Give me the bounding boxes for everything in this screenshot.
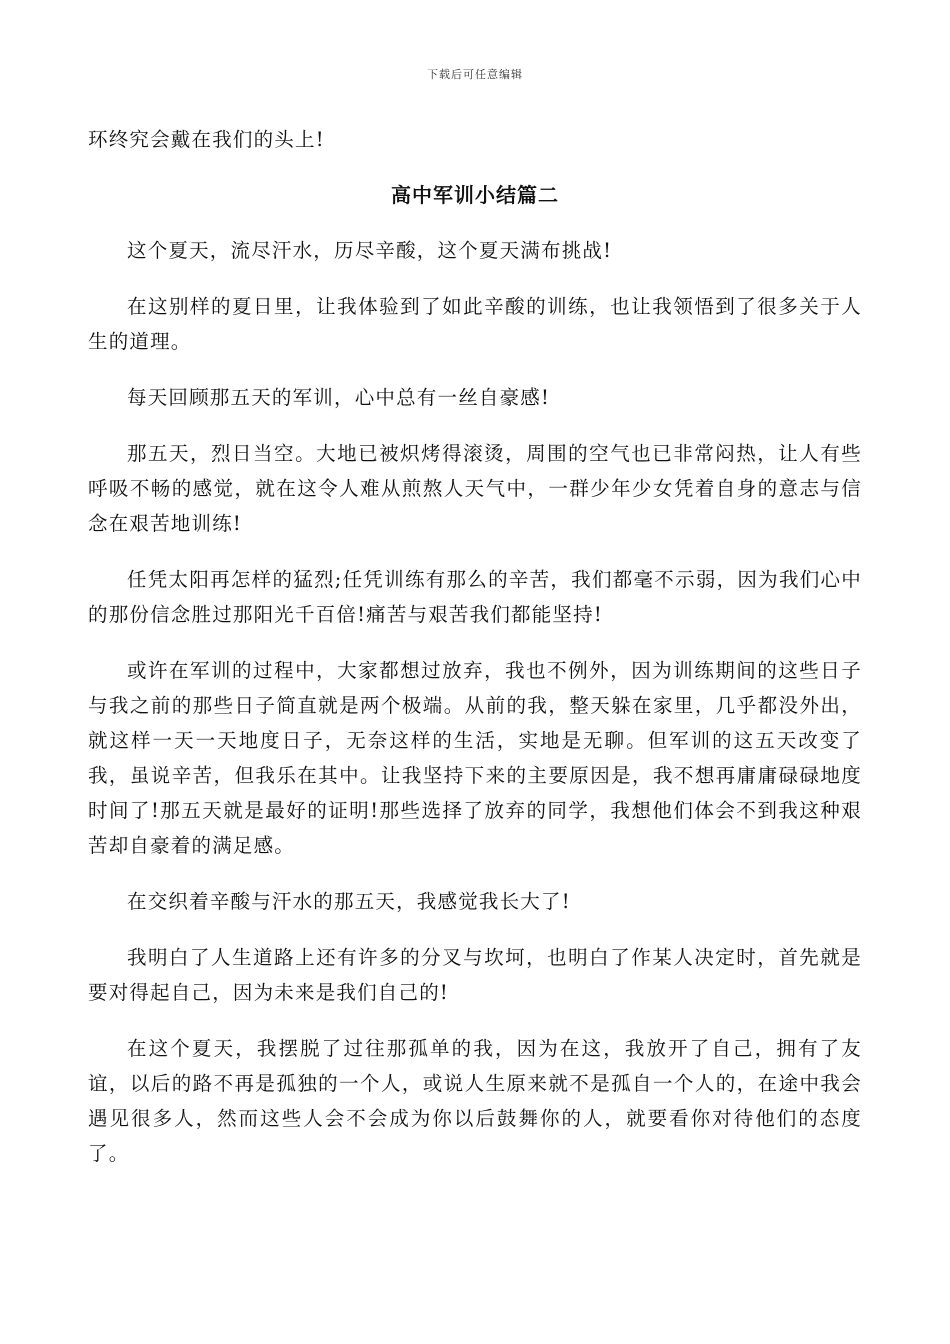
paragraph: 每天回顾那五天的军训，心中总有一丝自豪感! — [127, 386, 551, 409]
lead-line: 环终究会戴在我们的头上! — [88, 128, 325, 151]
paragraph: 在这个夏天，我摆脱了过往那孤单的我，因为在这，我放开了自己，拥有了友谊，以后的路不再是孤独的一个人，或说人生原来就不是孤自一个人的，在途中我会遇见很多人，然而这些人会不会成为你以后鼓舞你的人，就要看你对待他们的态度了。 — [88, 1037, 862, 1165]
paragraph: 或许在军训的过程中，大家都想过放弃，我也不例外，因为训练期间的这些日子与我之前的那些日子简直就是两个极端。从前的我，整天躲在家里，几乎都没外出，就这样一天一天地度日子，无奈这样的生活，实地是无聊。但军训的这五天改变了我，虽说辛苦，但我乐在其中。让我坚持下来的主要原因是，我不想再庸庸碌碌地度时间了!那五天就是最好的证明!那些选择了放弃的同学，我想他们体会不到我这种艰苦却自豪着的满足感。 — [88, 659, 862, 857]
paragraph: 我明白了人生道路上还有许多的分叉与坎坷，也明白了作某人决定时，首先就是要对得起自己，因为未来是我们自己的! — [88, 946, 862, 1004]
page-header: 下载后可任意编辑 — [427, 68, 523, 81]
paragraph: 这个夏天，流尽汗水，历尽辛酸，这个夏天满布挑战! — [127, 239, 613, 262]
paragraph: 任凭太阳再怎样的猛烈;任凭训练有那么的辛苦，我们都毫不示弱，因为我们心中的那份信念胜过那阳光千百倍!痛苦与艰苦我们都能坚持! — [88, 568, 862, 626]
paragraph: 在这别样的夏日里，让我体验到了如此辛酸的训练，也让我领悟到了很多关于人生的道理。 — [88, 295, 862, 353]
paragraph: 在交织着辛酸与汗水的那五天，我感觉我长大了! — [127, 890, 571, 913]
paragraph: 那五天，烈日当空。大地已被炽烤得滚烫，周围的空气也已非常闷热，让人有些呼吸不畅的感觉，就在这令人难从煎熬人天气中，一群少年少女凭着自身的意志与信念在艰苦地训练! — [88, 442, 862, 535]
section-title: 高中军训小结篇二 — [391, 183, 559, 207]
document-body — [88, 122, 862, 1192]
